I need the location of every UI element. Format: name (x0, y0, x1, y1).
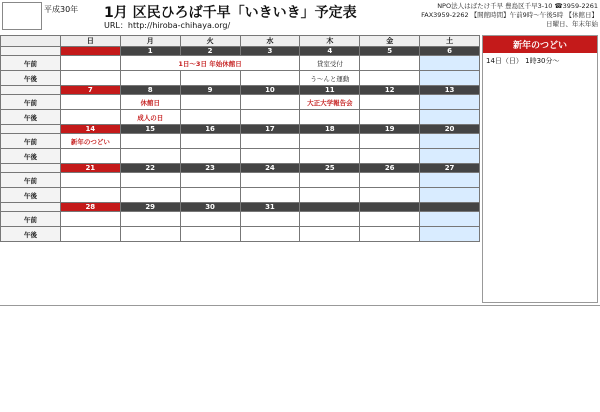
event-cell (180, 95, 240, 110)
day-header: 金 (360, 36, 420, 47)
pm-row (1, 110, 480, 125)
page-title: 1月 区民ひろば千早「いきいき」予定表 (104, 5, 357, 21)
event-cell (60, 149, 120, 164)
event-cell (120, 188, 180, 203)
event-cell (60, 188, 120, 203)
org-info: NPO法人はばたけ千早 豊島区千早3-10 ☎3959-2261 FAX3959-2262 【開館時間】午前9時～午後5時 【休館日】日曜日、年末年始 (421, 2, 598, 28)
event-cell (300, 149, 360, 164)
date-cell: 14 (60, 125, 120, 134)
event-cell (420, 212, 480, 227)
event-cell: う～んと運動 (300, 71, 360, 86)
day-header: 月 (120, 36, 180, 47)
date-cell (300, 203, 360, 212)
date-row (1, 86, 480, 95)
event-cell: 休館日 (120, 95, 180, 110)
event-cell (360, 173, 420, 188)
event-cell (240, 110, 300, 125)
event-cell (300, 110, 360, 125)
am-row (1, 212, 480, 227)
event-cell (180, 212, 240, 227)
event-cell: 成人の日 (120, 110, 180, 125)
event-cell (360, 227, 420, 242)
date-row-label (1, 164, 61, 173)
date-cell: 20 (420, 125, 480, 134)
sidebar-new-year-event (482, 35, 598, 303)
event-cell (120, 227, 180, 242)
pm-row (1, 188, 480, 203)
website-url[interactable]: URL：http://hiroba-chihaya.org/ (104, 21, 231, 30)
date-cell: 26 (360, 164, 420, 173)
event-cell (180, 149, 240, 164)
date-cell: 22 (120, 164, 180, 173)
date-row-label (1, 47, 61, 56)
date-row-label (1, 125, 61, 134)
date-cell: 27 (420, 164, 480, 173)
am-row (1, 95, 480, 110)
calendar-header-row (1, 36, 480, 47)
holiday-banner: 1日～3日 年始休館日 (120, 56, 300, 71)
date-row-label (1, 86, 61, 95)
event-cell (300, 134, 360, 149)
date-cell: 19 (360, 125, 420, 134)
event-cell (240, 95, 300, 110)
pm-row (1, 227, 480, 242)
date-cell: 11 (300, 86, 360, 95)
event-cell (240, 188, 300, 203)
event-cell (420, 56, 480, 71)
event-cell (240, 227, 300, 242)
event-cell (240, 149, 300, 164)
date-cell: 3 (240, 47, 300, 56)
logo (2, 2, 42, 30)
header (0, 0, 600, 34)
date-cell: 31 (240, 203, 300, 212)
am-row (1, 173, 480, 188)
pm-label: 午後 (1, 188, 61, 203)
date-cell: 17 (240, 125, 300, 134)
date-cell: 4 (300, 47, 360, 56)
event-cell (420, 173, 480, 188)
event-cell (60, 71, 120, 86)
pm-row (1, 71, 480, 86)
event-cell (420, 188, 480, 203)
era-label: 平成30年 (44, 5, 79, 14)
date-cell: 18 (300, 125, 360, 134)
event-cell (360, 110, 420, 125)
date-cell: 13 (420, 86, 480, 95)
event-cell (360, 188, 420, 203)
event-cell (240, 134, 300, 149)
event-cell (360, 134, 420, 149)
date-row (1, 203, 480, 212)
event-cell (420, 71, 480, 86)
calendar-corner (1, 36, 61, 47)
am-label: 午前 (1, 95, 61, 110)
day-header: 土 (420, 36, 480, 47)
date-cell: 28 (60, 203, 120, 212)
am-row (1, 134, 480, 149)
pm-label: 午後 (1, 110, 61, 125)
date-cell: 10 (240, 86, 300, 95)
event-cell: 貸室受付 (300, 56, 360, 71)
event-cell (120, 173, 180, 188)
event-cell (60, 212, 120, 227)
event-cell (360, 149, 420, 164)
event-cell (120, 134, 180, 149)
am-label: 午前 (1, 56, 61, 71)
date-cell: 1 (120, 47, 180, 56)
event-cell (180, 227, 240, 242)
date-cell: 24 (240, 164, 300, 173)
event-cell (60, 95, 120, 110)
am-label: 午前 (1, 173, 61, 188)
event-cell (360, 95, 420, 110)
date-row (1, 164, 480, 173)
day-header: 水 (240, 36, 300, 47)
date-row (1, 125, 480, 134)
event-cell (240, 173, 300, 188)
pm-row (1, 149, 480, 164)
event-cell: 新年のつどい (60, 134, 120, 149)
event-cell (360, 56, 420, 71)
date-cell: 12 (360, 86, 420, 95)
event-cell (180, 134, 240, 149)
bottom-notices (0, 305, 600, 412)
date-cell: 23 (180, 164, 240, 173)
schedule-calendar (0, 35, 480, 242)
event-cell: 大正大学報告会 (300, 95, 360, 110)
date-cell: 29 (120, 203, 180, 212)
event-cell (60, 56, 120, 71)
date-cell (60, 47, 120, 56)
pm-label: 午後 (1, 71, 61, 86)
pm-label: 午後 (1, 149, 61, 164)
date-cell: 15 (120, 125, 180, 134)
event-cell (420, 95, 480, 110)
date-cell: 7 (60, 86, 120, 95)
date-cell: 30 (180, 203, 240, 212)
event-cell (360, 71, 420, 86)
event-cell (300, 173, 360, 188)
event-cell (180, 110, 240, 125)
date-cell: 21 (60, 164, 120, 173)
event-cell (180, 173, 240, 188)
date-cell: 6 (420, 47, 480, 56)
date-cell: 9 (180, 86, 240, 95)
event-cell (420, 110, 480, 125)
date-cell: 25 (300, 164, 360, 173)
date-cell: 8 (120, 86, 180, 95)
date-cell: 2 (180, 47, 240, 56)
am-label: 午前 (1, 212, 61, 227)
event-cell (300, 227, 360, 242)
event-cell (240, 212, 300, 227)
sidebar-title: 新年のつどい (483, 36, 597, 53)
event-cell (360, 212, 420, 227)
event-cell (300, 188, 360, 203)
date-cell: 5 (360, 47, 420, 56)
day-header: 日 (60, 36, 120, 47)
event-cell (60, 227, 120, 242)
pm-label: 午後 (1, 227, 61, 242)
event-cell (420, 134, 480, 149)
event-cell (420, 149, 480, 164)
day-header: 木 (300, 36, 360, 47)
event-cell (120, 71, 180, 86)
event-cell (240, 71, 300, 86)
date-cell: 16 (180, 125, 240, 134)
event-cell (180, 188, 240, 203)
event-cell (120, 212, 180, 227)
date-cell (360, 203, 420, 212)
am-label: 午前 (1, 134, 61, 149)
sidebar-body: 14日（日） 1時30分～ (486, 57, 560, 65)
event-cell (60, 110, 120, 125)
date-cell (420, 203, 480, 212)
event-cell (420, 227, 480, 242)
am-row (1, 56, 480, 71)
date-row-label (1, 203, 61, 212)
day-header: 火 (180, 36, 240, 47)
event-cell (180, 71, 240, 86)
date-row (1, 47, 480, 56)
event-cell (60, 173, 120, 188)
event-cell (300, 212, 360, 227)
event-cell (120, 149, 180, 164)
